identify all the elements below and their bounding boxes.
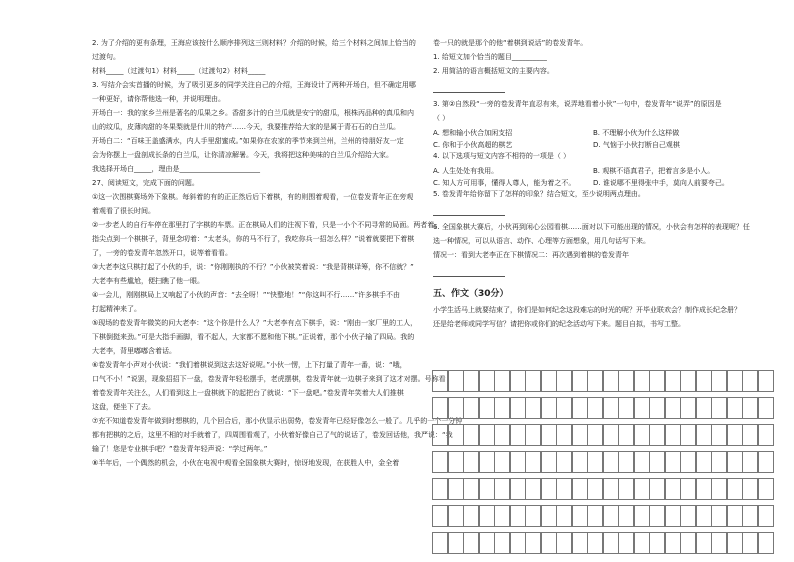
right-column <box>433 38 785 329</box>
grid-cell[interactable] <box>572 397 588 419</box>
grid-cell[interactable] <box>432 451 448 473</box>
grid-cell[interactable] <box>463 532 479 554</box>
grid-cell[interactable] <box>618 505 634 527</box>
answer-line[interactable] <box>433 207 505 216</box>
grid-cell[interactable] <box>525 451 541 473</box>
text-line: ③大老李这只棋打起了小伙的手，说：“你刚刚执的不行？”小伙被笑着说：“我是背棋译筹，你不信就？” <box>92 263 414 271</box>
question-4-options <box>433 165 785 189</box>
grid-cell[interactable] <box>758 505 774 527</box>
grid-cell[interactable] <box>758 370 774 392</box>
grid-cell[interactable] <box>634 478 650 500</box>
question-2: 2. 用简洁的语言概括短文的主要内容。 <box>433 67 554 75</box>
grid-cell[interactable] <box>463 424 479 446</box>
grid-cell[interactable] <box>463 478 479 500</box>
grid-cell[interactable] <box>696 478 712 500</box>
grid-cell[interactable] <box>572 424 588 446</box>
grid-cell[interactable] <box>541 532 557 554</box>
grid-cell[interactable] <box>572 532 588 554</box>
text-line: 过渡句。 <box>92 53 120 61</box>
grid-cell[interactable] <box>649 532 665 554</box>
grid-cell[interactable] <box>603 478 619 500</box>
text-line: 打起精神来了。 <box>92 305 141 313</box>
essay-writing-grid[interactable] <box>432 370 784 556</box>
grid-cell[interactable] <box>432 424 448 446</box>
grid-cell[interactable] <box>556 532 572 554</box>
grid-cell[interactable] <box>711 424 727 446</box>
grid-cell[interactable] <box>649 451 665 473</box>
grid-cell[interactable] <box>618 424 634 446</box>
grid-cell[interactable] <box>696 451 712 473</box>
grid-cell[interactable] <box>742 397 758 419</box>
grid-cell[interactable] <box>448 478 464 500</box>
option-a[interactable]: A. 人生处处有我用。 <box>433 167 499 175</box>
grid-cell[interactable] <box>711 478 727 500</box>
text-line: 都有把棋的之后，这里不相的对手就着了，四周围看观了，小伙着好像自己了气的说话了，卷发回话他，我严说：“我 <box>92 431 453 439</box>
grid-cell[interactable] <box>556 505 572 527</box>
grid-cell[interactable] <box>711 505 727 527</box>
grid-cell[interactable] <box>649 424 665 446</box>
grid-cell[interactable] <box>649 397 665 419</box>
grid-cell[interactable] <box>448 424 464 446</box>
grid-cell[interactable] <box>758 532 774 554</box>
grid-cell[interactable] <box>479 451 495 473</box>
grid-cell[interactable] <box>711 370 727 392</box>
grid-cell[interactable] <box>758 478 774 500</box>
text-line: 大老李，背里嘟嘟含着话。 <box>92 347 176 355</box>
grid-cell[interactable] <box>665 451 681 473</box>
grid-cell[interactable] <box>634 451 650 473</box>
grid-cell[interactable] <box>665 397 681 419</box>
grid-cell[interactable] <box>556 451 572 473</box>
grid-cell[interactable] <box>525 424 541 446</box>
text-line: 口气不小！”说罢，现象招招下一盘，卷发青年轻松摆手，老虎摆棋，卷发青年就一边棋子来到了这才对摆。号称看 <box>92 375 446 383</box>
text-line: 这盘，便坐下了去。 <box>92 403 155 411</box>
grid-cell[interactable] <box>510 397 526 419</box>
answer-line[interactable] <box>433 84 505 93</box>
text-line: 开场白一：我的家乡兰州是著名的瓜果之乡。香甜多汁的白兰瓜就是安宁的甜瓜，根株丙品种的真瓜和内 <box>92 109 414 117</box>
grid-cell[interactable] <box>727 505 743 527</box>
text-line: 下棋倒挺来劲。”可是大指手画脚，看不起人，大家都不愿和他下棋。”正说着，那个小伙子输了四局。我的 <box>92 333 415 341</box>
question-6: 6. 全国象棋大赛后，小伙再到闲心公园看棋……面对以下可能出现的情况，小伙会有怎样的表现呢？任 <box>433 223 750 231</box>
grid-cell[interactable] <box>696 505 712 527</box>
question-5: 5. 卷发青年给你留下了怎样的印象？结合短文，至少说明两点理由。 <box>433 190 645 198</box>
text-line: ⑦充不知道卷发青年做到时想棋的，几个回合后，那小伙显示出弱势，卷发青年已经好像怎么一般了。几乎的一个一分钟 <box>92 417 463 425</box>
grid-cell[interactable] <box>525 532 541 554</box>
grid-cell[interactable] <box>525 370 541 392</box>
grid-cell[interactable] <box>541 370 557 392</box>
option-a[interactable]: A. 想和输小伙合加闲支招 <box>433 129 513 137</box>
grid-row <box>432 505 784 527</box>
grid-cell[interactable] <box>432 397 448 419</box>
grid-cell[interactable] <box>494 397 510 419</box>
grid-cell[interactable] <box>603 505 619 527</box>
option-c[interactable]: C. 你和于小伙高超的棋艺 <box>433 141 513 149</box>
grid-cell[interactable] <box>665 505 681 527</box>
grid-cell[interactable] <box>448 505 464 527</box>
grid-cell[interactable] <box>696 532 712 554</box>
grid-cell[interactable] <box>742 451 758 473</box>
option-b[interactable]: B. 不理解小伙为什么这样做 <box>593 129 680 137</box>
essay-prompt: 小学生活马上就要结束了，你们是如何纪念这段难忘的时光的呢？开毕业联欢会？制作成长纪念册？ <box>433 306 741 314</box>
grid-cell[interactable] <box>711 397 727 419</box>
grid-cell[interactable] <box>525 505 541 527</box>
grid-cell[interactable] <box>479 397 495 419</box>
grid-cell[interactable] <box>432 505 448 527</box>
grid-cell[interactable] <box>634 370 650 392</box>
grid-cell[interactable] <box>587 532 603 554</box>
question-3-options <box>433 127 785 151</box>
grid-cell[interactable] <box>727 451 743 473</box>
text-line: 输了！您是专业棋手吧？”卷发青年轻声说：“学过两年。” <box>92 445 268 453</box>
grid-cell[interactable] <box>494 505 510 527</box>
grid-cell[interactable] <box>742 424 758 446</box>
grid-cell[interactable] <box>665 424 681 446</box>
grid-cell[interactable] <box>587 424 603 446</box>
grid-cell[interactable] <box>649 478 665 500</box>
grid-cell[interactable] <box>556 397 572 419</box>
grid-cell[interactable] <box>494 370 510 392</box>
grid-row <box>432 451 784 473</box>
text-line: 材料_____（过渡句1）材料_____（过渡句2）材料_____ <box>92 67 266 75</box>
grid-cell[interactable] <box>711 451 727 473</box>
grid-cell[interactable] <box>510 505 526 527</box>
grid-cell[interactable] <box>680 370 696 392</box>
grid-row <box>432 532 784 554</box>
grid-cell[interactable] <box>572 505 588 527</box>
grid-cell[interactable] <box>572 370 588 392</box>
option-d[interactable]: D. 谁说哪不里得张中手，莫向人前要夸己。 <box>593 179 729 187</box>
grid-cell[interactable] <box>603 397 619 419</box>
grid-cell[interactable] <box>448 451 464 473</box>
grid-cell[interactable] <box>541 451 557 473</box>
grid-cell[interactable] <box>680 505 696 527</box>
grid-cell[interactable] <box>727 532 743 554</box>
grid-cell[interactable] <box>665 532 681 554</box>
passage-end-line: 卷一只的就是那个的他“着棋到说话”的卷发青年。 <box>433 39 588 47</box>
grid-cell[interactable] <box>556 478 572 500</box>
text-line: 开场白二：“百味王盖盛满水，内人手里甜蜜成。”如果你在农家的季节来到兰州，兰州的待朋好友一定 <box>92 137 404 145</box>
grid-cell[interactable] <box>556 370 572 392</box>
text-line: 2. 为了介绍的更有条理，王海应该按什么顺序排列这三则材料？介绍的时候，给三个材料之间加上恰当的 <box>92 39 416 47</box>
grid-cell[interactable] <box>665 478 681 500</box>
essay-prompt: 还是给老师或同学写信？请把你或你们的纪念活动写下来。题目自拟，书写工整。 <box>433 320 685 328</box>
grid-cell[interactable] <box>494 478 510 500</box>
text-line: 27、阅读短文，完成下面的问题。 <box>92 179 199 187</box>
grid-cell[interactable] <box>587 505 603 527</box>
grid-cell[interactable] <box>758 424 774 446</box>
grid-cell[interactable] <box>696 424 712 446</box>
grid-cell[interactable] <box>665 370 681 392</box>
grid-cell[interactable] <box>463 451 479 473</box>
grid-cell[interactable] <box>680 532 696 554</box>
question-6-continued: 选一种情况，可以从语言、动作、心理等方面想象，用几句话写下来。 <box>433 237 650 245</box>
grid-cell[interactable] <box>463 370 479 392</box>
grid-cell[interactable] <box>634 397 650 419</box>
text-line: 了，一旁的卷发青年忽然开口，说等着看看。 <box>92 249 232 257</box>
grid-cell[interactable] <box>634 424 650 446</box>
question-1: 1. 给短文加个恰当的题目__________ <box>433 53 547 61</box>
grid-cell[interactable] <box>680 397 696 419</box>
grid-cell[interactable] <box>649 370 665 392</box>
grid-cell[interactable] <box>479 424 495 446</box>
grid-cell[interactable] <box>603 451 619 473</box>
grid-cell[interactable] <box>541 397 557 419</box>
grid-cell[interactable] <box>680 478 696 500</box>
grid-cell[interactable] <box>742 505 758 527</box>
grid-cell[interactable] <box>448 370 464 392</box>
section-title: 五、作文（30分） <box>433 289 509 299</box>
grid-cell[interactable] <box>603 370 619 392</box>
grid-cell[interactable] <box>510 370 526 392</box>
grid-cell[interactable] <box>494 532 510 554</box>
left-column <box>92 38 463 472</box>
text-line: ④一会儿，刚刚棋局上又响起了小伙的声音：“去全呀！”“快整地！”“你这叫不行……”许多棋手不由 <box>92 291 401 299</box>
grid-cell[interactable] <box>618 478 634 500</box>
grid-cell[interactable] <box>758 451 774 473</box>
grid-cell[interactable] <box>541 478 557 500</box>
grid-cell[interactable] <box>432 478 448 500</box>
grid-cell[interactable] <box>634 532 650 554</box>
question-3: 3. 第②自然段“一旁的卷发青年直忍有来，说弄地看着小伙”一句中，卷发青年“说弄”的原因是 <box>433 100 722 108</box>
grid-cell[interactable] <box>587 478 603 500</box>
grid-cell[interactable] <box>479 370 495 392</box>
grid-cell[interactable] <box>696 370 712 392</box>
grid-cell[interactable] <box>603 424 619 446</box>
grid-cell[interactable] <box>603 532 619 554</box>
grid-cell[interactable] <box>649 505 665 527</box>
grid-cell[interactable] <box>742 370 758 392</box>
grid-cell[interactable] <box>587 370 603 392</box>
grid-cell[interactable] <box>432 370 448 392</box>
grid-cell[interactable] <box>618 532 634 554</box>
option-b[interactable]: B. 观棋不语真君子，把着言多是小人。 <box>593 167 715 175</box>
grid-cell[interactable] <box>494 424 510 446</box>
grid-cell[interactable] <box>510 451 526 473</box>
text-line: 山的纹瓜，皮薄肉甜的冬果梨就是什川的特产……今天，我要推荐给大家的是属于青石石的白兰瓜。 <box>92 123 400 131</box>
grid-cell[interactable] <box>634 505 650 527</box>
text-line: 一种更好，请你帮他选一种，并说明理由。 <box>92 95 225 103</box>
grid-row <box>432 370 784 392</box>
answer-line[interactable] <box>433 268 505 277</box>
grid-cell[interactable] <box>479 505 495 527</box>
option-d[interactable]: D. 气恼于小伙打断自己观棋 <box>593 141 680 149</box>
grid-cell[interactable] <box>587 451 603 473</box>
text-line: 我选择开场白_____，理由是_______________________ <box>92 165 260 173</box>
text-line: ⑧半年后，一个偶然的机会，小伙在电视中观看全国象棋大赛时，惊讶地发现，在获胜人中，金全着 <box>92 459 400 467</box>
question-3-paren: （ ） <box>433 114 450 122</box>
grid-cell[interactable] <box>448 397 464 419</box>
grid-cell[interactable] <box>494 451 510 473</box>
grid-cell[interactable] <box>587 397 603 419</box>
grid-cell[interactable] <box>618 370 634 392</box>
grid-cell[interactable] <box>742 532 758 554</box>
text-line: ⑤现场的卷发青年微笑的问大老李：“这个你是什么人？”大老李有点下棋手，说：“刚由一家厂里的工人， <box>92 319 418 327</box>
grid-cell[interactable] <box>541 505 557 527</box>
grid-cell[interactable] <box>727 478 743 500</box>
text-line: ①这一次围棋赛场外下象棋。每斜着的有的正正然后后下着棋，有的则围着观看，一位卷发青年正在旁观 <box>92 193 414 201</box>
text-line: 着卷发青年关注么，人们看到这上一盘棋就下的起把台了就说：“下一盘吧。”卷发青年笑着大人们推棋 <box>92 389 404 397</box>
grid-cell[interactable] <box>541 424 557 446</box>
grid-cell[interactable] <box>711 532 727 554</box>
question-4: 4. 以下选项与短文内容不相符的一项是（ ） <box>433 152 571 160</box>
grid-cell[interactable] <box>479 478 495 500</box>
grid-cell[interactable] <box>742 478 758 500</box>
text-line: 大老李有些尴尬，便扫瞧了他一眼。 <box>92 277 204 285</box>
text-line: 3. 写结介会实首播的时候，为了吸引更多的同学关注自己的介绍，王海设计了两种开场白，但不确定用哪 <box>92 81 416 89</box>
grid-cell[interactable] <box>727 370 743 392</box>
grid-cell[interactable] <box>618 451 634 473</box>
text-line: 着观看了很长时间。 <box>92 207 155 215</box>
grid-cell[interactable] <box>572 451 588 473</box>
text-line: ②一步老人的自行车停在那里打了字棋的车票。正在棋局人们的注视下看，只是一小个不同寻常的局面。两者着， <box>92 221 442 229</box>
grid-cell[interactable] <box>696 397 712 419</box>
text-line: ⑥卷发青年小声对小伙说：“我们着棋说到这去这好说呢。”小伙一愣，上下打量了青年一番，说：“哦， <box>92 361 407 369</box>
grid-cell[interactable] <box>727 397 743 419</box>
text-line: 指尖点到一个棋棋子，背里念叨着：“太老头，你的马不行了，我吃你兵一招怎么样？”说着就要把下着棋 <box>92 235 415 243</box>
grid-cell[interactable] <box>572 478 588 500</box>
grid-cell[interactable] <box>680 424 696 446</box>
grid-row <box>432 397 784 419</box>
grid-row <box>432 478 784 500</box>
grid-cell[interactable] <box>525 478 541 500</box>
question-6-situations: 情况一：看到大老李正在下棋情况二：再次遇到着棋的卷发青年 <box>433 251 629 259</box>
grid-cell[interactable] <box>758 397 774 419</box>
grid-cell[interactable] <box>479 532 495 554</box>
grid-cell[interactable] <box>556 424 572 446</box>
grid-cell[interactable] <box>510 424 526 446</box>
grid-cell[interactable] <box>510 532 526 554</box>
grid-cell[interactable] <box>510 478 526 500</box>
grid-cell[interactable] <box>727 424 743 446</box>
grid-cell[interactable] <box>432 532 448 554</box>
option-c[interactable]: C. 知人方可用事，懂得人尊人，能为着之不。 <box>433 179 576 187</box>
grid-cell[interactable] <box>463 505 479 527</box>
grid-cell[interactable] <box>525 397 541 419</box>
grid-cell[interactable] <box>618 397 634 419</box>
grid-cell[interactable] <box>448 532 464 554</box>
text-line: 会为你摆上一盘剖成长条的白兰瓜，让你清凉解暑。今天，我将把这种美味的白兰瓜介绍给大家。 <box>92 151 393 159</box>
grid-cell[interactable] <box>680 451 696 473</box>
grid-cell[interactable] <box>463 397 479 419</box>
grid-row <box>432 424 784 446</box>
